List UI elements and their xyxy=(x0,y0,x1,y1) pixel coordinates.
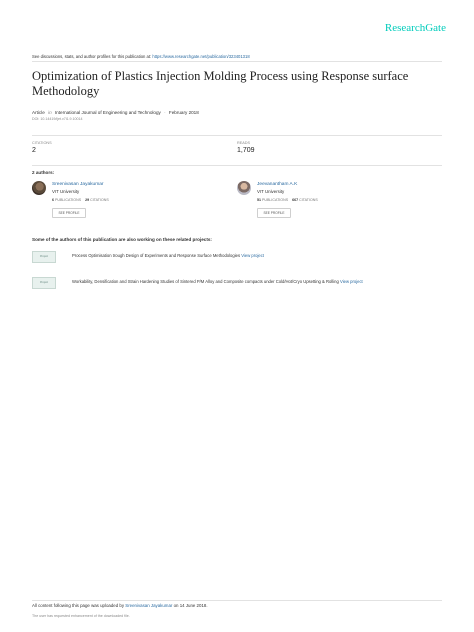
top-bar xyxy=(0,0,474,40)
author-card xyxy=(237,181,427,221)
reads-count: 1,709 xyxy=(237,147,255,154)
citations-label: CITATIONS xyxy=(32,141,52,145)
publications-label: PUBLICATIONS xyxy=(262,198,289,202)
paper-meta xyxy=(32,110,442,115)
upload-notice xyxy=(32,603,208,608)
meta-dot: · xyxy=(164,110,166,115)
paper-title: Optimization of Plastics Injection Molding Process using Response surface Methodology xyxy=(32,69,409,98)
publications-count: 6 xyxy=(52,198,54,202)
divider xyxy=(32,135,442,136)
citations-count: 2 xyxy=(32,147,36,154)
project-title: Process Optimisation trough Design of Experiments and Response Surface Methodologies xyxy=(72,253,241,258)
author-citations-count: 29 xyxy=(85,198,90,202)
article-type: Article xyxy=(32,110,45,115)
in-word: in xyxy=(48,110,52,115)
reads-label: READS xyxy=(237,141,251,145)
divider xyxy=(32,600,442,601)
publication-date: February 2018 xyxy=(168,110,199,115)
reads-stat xyxy=(237,141,255,154)
author-citations-count: 667 xyxy=(292,198,299,202)
author-affiliation: VIT University xyxy=(257,189,285,194)
discussion-notice xyxy=(32,54,442,59)
project-thumbnail[interactable]: Project xyxy=(32,277,56,289)
author-name-link[interactable]: Jeevanantham A.K xyxy=(257,182,298,187)
upload-prefix: All content following this page was uploaded by xyxy=(32,603,125,608)
citations-stat xyxy=(32,141,52,154)
author-name-link[interactable]: Sreenivasan Jayakumar xyxy=(52,182,104,187)
doi-text: DOI: 10.14419/ijet.v7i1.9.10014 xyxy=(32,117,83,121)
journal-name[interactable]: International Journal of Engineering and Technology xyxy=(54,110,161,115)
avatar[interactable] xyxy=(32,181,46,195)
divider xyxy=(32,165,442,166)
project-item xyxy=(32,250,442,264)
publications-label: PUBLICATIONS xyxy=(55,198,82,202)
author-card xyxy=(32,181,222,221)
publication-url-link[interactable]: https://www.researchgate.net/publication/323401318 xyxy=(152,54,250,59)
avatar[interactable] xyxy=(237,181,251,195)
enhancement-note: The user has requested enhancement of the downloaded file. xyxy=(32,614,130,618)
uploader-link[interactable]: Sreenivasan Jayakumar xyxy=(125,603,173,608)
author-counts xyxy=(52,198,109,202)
researchgate-logo[interactable]: ResearchGate xyxy=(384,22,446,34)
authors-heading: 2 authors: xyxy=(32,170,55,175)
project-title: Workability, Densification and Strain Hardening Studies of Sintered P/M Alloy and Composite compacts under Cold/Hot/Cryo Upsetting & Rolling xyxy=(72,279,339,284)
author-counts xyxy=(257,198,318,202)
project-text xyxy=(72,253,264,258)
view-project-link[interactable]: View project xyxy=(241,253,264,258)
author-affiliation: VIT University xyxy=(52,189,80,194)
upload-suffix: on 14 June 2018. xyxy=(173,603,208,608)
divider xyxy=(32,61,442,62)
notice-text: See discussions, stats, and author profiles for this publication at: xyxy=(32,54,152,59)
project-text xyxy=(72,279,363,284)
publications-count: 51 xyxy=(257,198,261,202)
author-citations-label: CITATIONS xyxy=(299,198,318,202)
project-thumbnail[interactable]: Project xyxy=(32,251,56,263)
projects-heading: Some of the authors of this publication are also working on these related projects: xyxy=(32,237,212,242)
author-citations-label: CITATIONS xyxy=(90,198,109,202)
see-profile-button[interactable]: SEE PROFILE xyxy=(257,208,291,218)
project-item xyxy=(32,276,442,290)
see-profile-button[interactable]: SEE PROFILE xyxy=(52,208,86,218)
view-project-link[interactable]: View project xyxy=(339,279,363,284)
